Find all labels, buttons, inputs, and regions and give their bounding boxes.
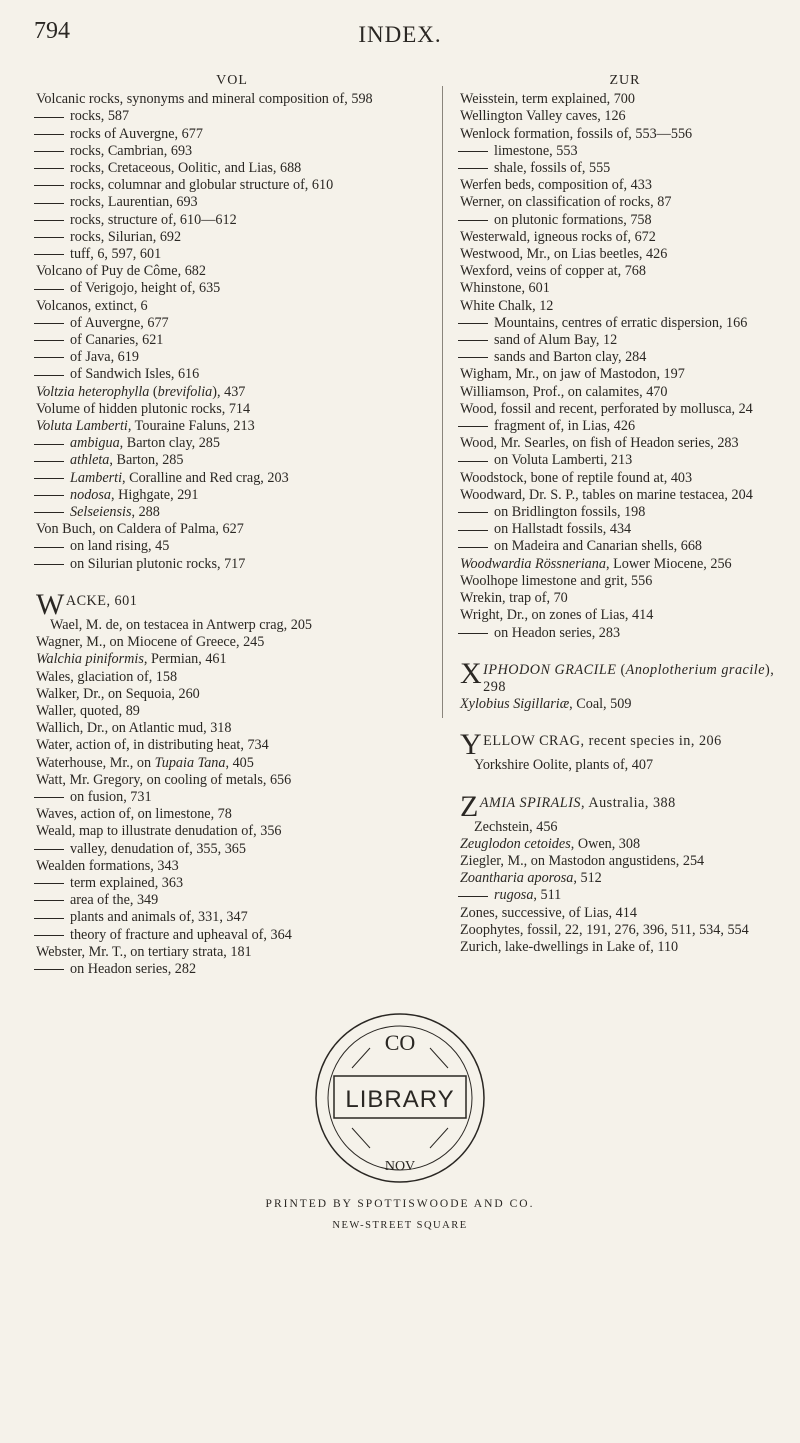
ditto-dash [34,220,64,221]
index-entry [36,246,428,263]
index-entry [36,686,428,703]
ditto-dash [34,357,64,358]
index-entry [460,435,790,452]
index-entry [36,617,428,634]
entry-text: Zechstein, 456 [474,818,558,835]
ditto-dash [34,444,64,445]
entry-text: Westwood, Mr., on Lias beetles, 426 [460,246,668,263]
ditto-dash [34,461,64,462]
entry-text: , 288 [131,504,160,521]
index-entry [36,521,428,538]
ditto-dash [34,935,64,936]
entry-text: , Barton clay, 285 [119,435,220,452]
entry-text: rugosa [494,887,534,904]
index-entry [36,212,428,229]
index-entry [36,944,428,961]
entry-text: rocks, structure of, 610—612 [70,211,237,228]
entry-text: Wexford, veins of copper at, 768 [460,263,646,280]
index-entry [460,696,790,713]
entry-text: Anoplotherium gracile [625,661,766,678]
drop-capital: X [460,656,483,690]
index-entry [36,452,428,469]
index-entry [460,625,790,642]
entry-text: IPHODON GRACILE [483,661,617,678]
entry-text: Webster, Mr. T., on tertiary strata, 181 [36,943,252,960]
entry-text: Wright, Dr., on zones of Lias, 414 [460,607,654,624]
index-entry [460,757,790,774]
index-entry [460,384,790,401]
index-entry [460,366,790,383]
index-entry [36,435,428,452]
column-head: VOL [216,73,248,88]
ditto-dash [34,237,64,238]
index-entry [36,961,428,978]
section-w [36,587,428,978]
ditto-dash [458,547,488,548]
entry-text: plants and animals of, 331, 347 [70,909,248,926]
right-column [460,72,790,956]
entry-text: Volcano of Puy de Côme, 682 [36,263,206,280]
section-first-entry [460,728,790,762]
index-entry [460,922,790,939]
index-entry [36,875,428,892]
entry-text: on Bridlington fossils, 198 [494,504,646,521]
entry-text: of Sandwich Isles, 616 [70,366,200,383]
entry-text: Williamson, Prof., on calamites, 470 [460,383,668,400]
entry-text: ), 298 [483,661,775,695]
ditto-dash [458,220,488,221]
ditto-dash [34,340,64,341]
entry-text: limestone, 553 [494,142,578,159]
entry-text: Mountains, centres of erratic dispersion, 166 [494,314,748,331]
index-entry [36,737,428,754]
section-y [460,728,790,774]
page-number: 794 [34,18,70,44]
ditto-dash [34,323,64,324]
entry-text: on Headon series, 282 [70,960,197,977]
stamp-bottom-text: NOV [384,1159,416,1174]
entry-text: ambigua [70,435,120,452]
entry-text: , 405 [225,754,254,771]
index-entry [36,470,428,487]
index-entry [36,263,428,280]
column-divider [442,86,443,718]
entry-text: Werner, on classification of rocks, 87 [460,194,672,211]
entry-text: Selseiensis [70,504,132,521]
column-head: ZUR [609,73,641,88]
entry-text: Volcanos, extinct, 6 [36,297,148,314]
index-entry [36,789,428,806]
index-entry [36,143,428,160]
entry-text: Tupaia Tana [154,754,226,771]
section-z [460,789,790,957]
section-first-entry [36,587,428,621]
index-entry [460,870,790,887]
ditto-dash [458,426,488,427]
entry-text: Ziegler, M., on Mastodon angustidens, 254 [460,852,705,869]
index-entry [36,366,428,383]
entry-list [36,91,428,573]
entry-text: Woodstock, bone of reptile found at, 403 [460,469,693,486]
ditto-dash [34,254,64,255]
index-entry [460,298,790,315]
index-entry [460,607,790,624]
entry-text: on Voluta Lamberti, 213 [494,452,633,469]
entry-text: Xylobius Sigillariæ [460,696,570,713]
index-entry [460,194,790,211]
ditto-dash [34,289,64,290]
entry-text: Voltzia heterophylla [36,383,150,400]
ditto-dash [458,461,488,462]
index-entry [36,177,428,194]
index-entry [460,521,790,538]
entry-text: area of the, 349 [70,892,159,909]
index-entry [36,229,428,246]
entry-text: Whinstone, 601 [460,280,550,297]
index-entry [36,504,428,521]
entry-text: , 512 [573,870,602,887]
entry-text: rocks, Cretaceous, Oolitic, and Lias, 688 [70,160,302,177]
entry-text: of Auvergne, 677 [70,314,169,331]
entry-text: Weisstein, term explained, 700 [460,91,635,108]
entry-text: Watt, Mr. Gregory, on cooling of metals, 656 [36,771,292,788]
ditto-dash [34,918,64,919]
entry-text: Zoophytes, fossil, 22, 191, 276, 396, 511, 534, 554 [460,921,749,938]
ditto-dash [34,547,64,548]
entry-text: brevifolia [157,383,213,400]
ditto-dash [458,323,488,324]
entry-text: rocks of Auvergne, 677 [70,125,203,142]
entry-text: , Owen, 308 [570,835,641,852]
index-entry [36,669,428,686]
index-entry [36,418,428,435]
index-entry [460,108,790,125]
entry-text: , Coralline and Red crag, 203 [122,469,289,486]
entry-text: Woodward, Dr. S. P., tables on marine testacea, 204 [460,486,753,503]
entry-text: , Barton, 285 [109,452,184,469]
index-entry [460,332,790,349]
entry-text: Weald, map to illustrate denudation of, 356 [36,823,282,840]
entry-text: Water, action of, in distributing heat, 734 [36,737,269,754]
index-entry [36,858,428,875]
ditto-dash [34,134,64,135]
entry-text: White Chalk, 12 [460,297,554,314]
entry-text: , 511 [533,887,562,904]
ditto-dash [34,797,64,798]
index-entry [36,401,428,418]
entry-text: theory of fracture and upheaval of, 364 [70,926,292,943]
entry-text: Waller, quoted, 89 [36,702,140,719]
ditto-dash [34,203,64,204]
index-entry [36,841,428,858]
index-entry [36,487,428,504]
entry-text: Wallich, Dr., on Atlantic mud, 318 [36,720,232,737]
entry-text: Woodwardia Rössneriana [460,555,606,572]
entry-text: on fusion, 731 [70,788,152,805]
entry-text: of Verigojo, height of, 635 [70,280,221,297]
index-entry [460,315,790,332]
ditto-dash [34,564,64,565]
ditto-dash [34,969,64,970]
entry-text: of Canaries, 621 [70,332,164,349]
entry-text: , Australia, 388 [581,794,676,811]
ditto-dash [34,478,64,479]
index-entry [36,126,428,143]
ditto-dash [34,117,64,118]
index-entry [36,332,428,349]
ditto-dash [34,849,64,850]
entry-text: Waves, action of, on limestone, 78 [36,806,232,823]
entry-text: athleta [70,452,110,469]
entry-text: Walker, Dr., on Sequoia, 260 [36,685,200,702]
index-entry [36,927,428,944]
index-entry [460,263,790,280]
section-first-entry [460,789,790,823]
drop-capital: Z [460,789,479,823]
entry-text: rocks, 587 [70,108,130,125]
entry-text: Volcanic rocks, synonyms and mineral composition of, 598 [36,91,373,108]
index-entry [460,538,790,555]
entry-text: on Headon series, 283 [494,624,621,641]
ditto-dash [458,357,488,358]
drop-capital: W [36,587,65,621]
index-entry [460,590,790,607]
entry-text: Lamberti [70,469,123,486]
index-entry [36,651,428,668]
index-entry [460,487,790,504]
index-entry [36,755,428,772]
printer-line: PRINTED BY SPOTTISWOODE AND CO. [265,1198,535,1210]
index-entry [36,720,428,737]
drop-capital: Y [460,728,483,762]
entry-text: Wood, Mr. Searles, on fish of Headon series, 283 [460,435,739,452]
index-entry [36,194,428,211]
library-stamp [312,1010,488,1186]
entry-text: valley, denudation of, 355, 365 [70,840,246,857]
ditto-dash [458,633,488,634]
entry-text: , Touraine Faluns, 213 [127,418,255,435]
entry-text: rocks, Laurentian, 693 [70,194,198,211]
ditto-dash [458,512,488,513]
index-entry [460,246,790,263]
index-entry [460,177,790,194]
ditto-dash [34,512,64,513]
section-entries [460,757,790,774]
entry-text: sand of Alum Bay, 12 [494,332,618,349]
index-entry [36,538,428,555]
entry-text: Wealden formations, 343 [36,857,179,874]
entry-text: shale, fossils of, 555 [494,160,611,177]
index-entry [460,126,790,143]
entry-text: Voluta Lamberti [36,418,128,435]
entry-text: on Silurian plutonic rocks, 717 [70,555,246,572]
entry-text: ACKE, 601 [65,592,138,609]
index-entry [36,772,428,789]
entry-text: AMIA SPIRALIS [479,794,582,811]
index-entry [460,887,790,904]
index-entry [460,143,790,160]
entry-text: Von Buch, on Caldera of Palma, 627 [36,521,244,538]
stamp-top-text: CO [384,1030,416,1055]
entry-text: Wagner, M., on Miocene of Greece, 245 [36,634,265,651]
ditto-dash [34,375,64,376]
left-column [36,72,428,978]
entry-text: on Madeira and Canarian shells, 668 [494,538,703,555]
stamp-library-text: LIBRARY [345,1086,455,1113]
ditto-dash [458,340,488,341]
entry-text: , Lower Miocene, 256 [605,555,732,572]
entry-text: on plutonic formations, 758 [494,211,652,228]
section-entries [36,617,428,978]
entry-text: ELLOW CRAG, recent species in, 206 [483,733,722,750]
entry-text: on land rising, 45 [70,538,170,555]
entry-text: ( [149,383,158,400]
entry-text: , Permian, 461 [143,651,227,668]
ditto-dash [34,151,64,152]
index-entry [460,212,790,229]
index-entry [36,823,428,840]
index-entry [460,160,790,177]
entry-text: fragment of, in Lias, 426 [494,418,636,435]
index-entry [36,806,428,823]
ditto-dash [458,168,488,169]
index-entry [36,703,428,720]
entry-text: rocks, Cambrian, 693 [70,142,193,159]
index-entry [460,573,790,590]
running-head: INDEX. [358,22,442,47]
index-entry [460,229,790,246]
index-entry [36,160,428,177]
section-x [460,656,790,714]
index-entry [460,556,790,573]
index-entry [460,349,790,366]
entry-text: Wales, glaciation of, 158 [36,668,178,685]
entry-text: Zoantharia aporosa [460,870,574,887]
index-entry [36,384,428,401]
entry-text: term explained, 363 [70,874,184,891]
entry-text: Yorkshire Oolite, plants of, 407 [474,757,654,774]
entry-list [460,91,790,642]
section-first-entry [460,656,790,696]
index-entry [460,91,790,108]
entry-text: Wenlock formation, fossils of, 553—556 [460,125,693,142]
index-entry [460,905,790,922]
index-entry [36,108,428,125]
index-entry [460,504,790,521]
index-entry [36,892,428,909]
entry-text: Wigham, Mr., on jaw of Mastodon, 197 [460,366,685,383]
entry-text: of Java, 619 [70,349,139,366]
entry-text: Walchia piniformis [36,651,144,668]
entry-text: ( [616,661,626,678]
entry-text: on Hallstadt fossils, 434 [494,521,632,538]
entry-text: Wellington Valley caves, 126 [460,108,626,125]
entry-text: , Highgate, 291 [111,486,199,503]
index-entry [36,556,428,573]
entry-text: Wood, fossil and recent, perforated by mollusca, 24 [460,400,753,417]
ditto-dash [34,495,64,496]
entry-text: Wrekin, trap of, 70 [460,590,568,607]
index-entry [460,470,790,487]
entry-text: Werfen beds, composition of, 433 [460,177,652,194]
ditto-dash [34,168,64,169]
index-entry [460,836,790,853]
entry-text: Zeuglodon cetoides [460,835,571,852]
ditto-dash [458,151,488,152]
ditto-dash [34,185,64,186]
entry-text: ), 437 [212,383,246,400]
ditto-dash [34,900,64,901]
entry-text: tuff, 6, 597, 601 [70,246,162,263]
entry-text: rocks, columnar and globular structure of, 610 [70,177,334,194]
index-entry [460,819,790,836]
index-entry [460,418,790,435]
section-entries [460,819,790,957]
index-entry [36,91,428,108]
index-entry [36,349,428,366]
index-entry [460,280,790,297]
entry-text: Zones, successive, of Lias, 414 [460,904,637,921]
entry-text: Westerwald, igneous rocks of, 672 [460,228,656,245]
entry-text: Woolhope limestone and grit, 556 [460,572,653,589]
section-entries [460,696,790,713]
index-entry [460,401,790,418]
entry-text: nodosa [70,486,111,503]
entry-text: Zurich, lake-dwellings in Lake of, 110 [460,938,679,955]
entry-text: Volume of hidden plutonic rocks, 714 [36,400,251,417]
ditto-dash [458,896,488,897]
index-entry [36,298,428,315]
index-entry [460,452,790,469]
ditto-dash [458,530,488,531]
index-entry [460,853,790,870]
entry-text: rocks, Silurian, 692 [70,228,182,245]
index-entry [36,315,428,332]
ditto-dash [34,883,64,884]
entry-text: sands and Barton clay, 284 [494,349,647,366]
entry-text: , Coal, 509 [569,696,632,713]
index-entry [460,939,790,956]
index-entry [36,634,428,651]
printer-address: NEW-STREET SQUARE [332,1220,468,1231]
index-entry [36,909,428,926]
entry-text: Waterhouse, Mr., on [36,754,155,771]
index-entry [36,280,428,297]
entry-text: Wael, M. de, on testacea in Antwerp crag, 205 [50,616,313,633]
